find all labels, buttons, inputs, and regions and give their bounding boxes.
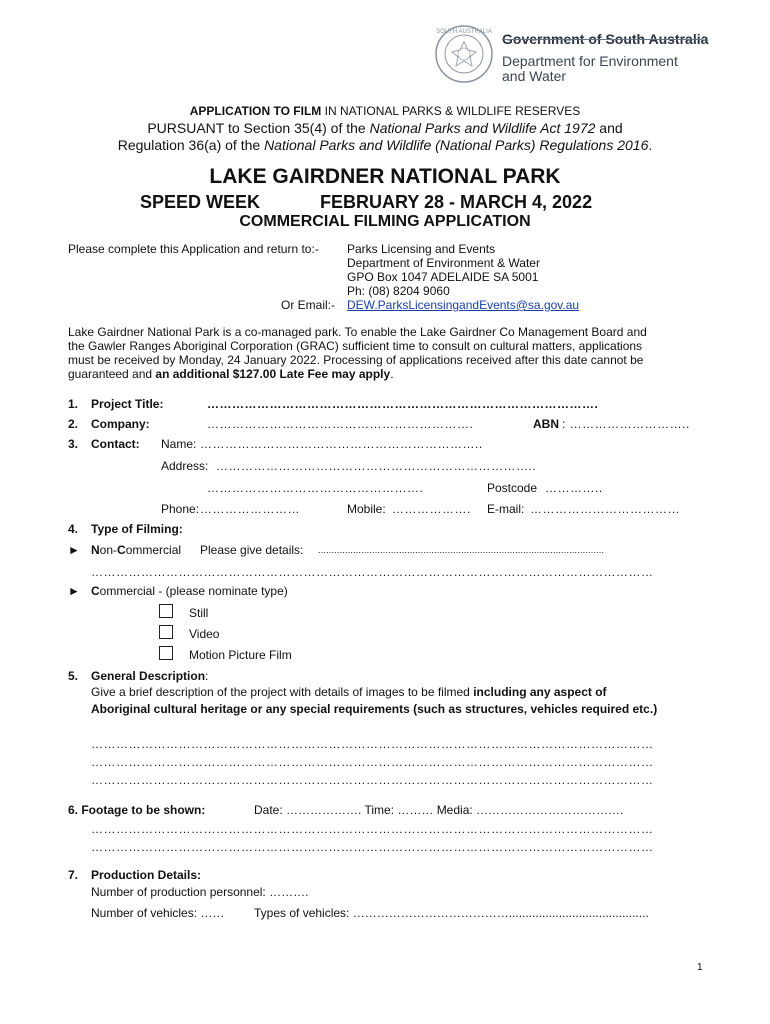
q5-instructions xyxy=(91,685,607,699)
q7-number: 7. xyxy=(68,868,79,882)
non-commercial-details-field-2[interactable]: ……………………………………………………………………………………………………………………… xyxy=(91,565,654,579)
intro-line4-a: guaranteed and xyxy=(68,367,156,381)
arrow-bullet-icon: ► xyxy=(68,584,80,598)
vehicles-count-field[interactable]: Number of vehicles: …… xyxy=(91,906,225,920)
header-line3-a: Regulation 36(a) of the xyxy=(117,137,265,153)
description-line-1[interactable]: ……………………………………………………………………………………………………………………… xyxy=(91,737,654,751)
phone-label: Phone: xyxy=(161,502,200,516)
header-title-bold: APPLICATION TO FILM xyxy=(189,104,322,118)
q1-label: Project Title: xyxy=(91,397,164,411)
footage-date-time-media-field[interactable]: Date: ………………. Time: ……… Media: ………………………………. xyxy=(254,803,624,817)
non-commercial-option[interactable] xyxy=(91,543,181,557)
return-email-link[interactable]: DEW.ParksLicensingandEvents@sa.gov.au xyxy=(347,298,580,312)
video-checkbox[interactable] xyxy=(159,625,173,639)
department-line1: Department for Environment xyxy=(502,53,678,69)
q5-text-b: including any aspect of xyxy=(473,685,607,699)
q7-label: Production Details: xyxy=(91,868,202,882)
non-commercial-details-field[interactable]: .......................................................................................................... xyxy=(318,545,605,555)
mobile-field[interactable]: ………………. xyxy=(392,502,471,516)
address-field[interactable]: ………………………………………………………………….. xyxy=(216,459,537,473)
footage-line-2[interactable]: ……………………………………………………………………………………………………………………… xyxy=(91,840,654,854)
description-line-2[interactable]: ……………………………………………………………………………………………………………………… xyxy=(91,755,654,769)
motion-picture-label: Motion Picture Film xyxy=(189,648,292,662)
video-label: Video xyxy=(189,627,220,641)
return-intro: Please complete this Application and return to:- xyxy=(68,242,319,256)
park-title: LAKE GAIRDNER NATIONAL PARK xyxy=(209,165,561,188)
q4-label: Type of Filming: xyxy=(91,522,183,536)
q3-label: Contact: xyxy=(91,437,140,451)
name-label: Name: xyxy=(161,437,197,451)
form-subtitle: COMMERCIAL FILMING APPLICATION xyxy=(239,213,531,230)
non-commercial-n: N xyxy=(91,543,100,557)
act-name: National Parks and Wildlife Act 1972 xyxy=(369,120,596,136)
return-phone: Ph: (08) 8204 9060 xyxy=(347,284,450,298)
non-commercial-details-label: Please give details: xyxy=(200,543,304,557)
company-field[interactable]: ………………………………………………………. xyxy=(207,417,474,431)
abn-field[interactable]: : ……………………….. xyxy=(562,417,690,431)
sa-seal-icon xyxy=(434,24,494,84)
intro-line3: must be received by Monday, 24 January 2022. Processing of applications received after this date cannot be xyxy=(68,353,644,367)
q2-label: Company: xyxy=(91,417,150,431)
commercial-option[interactable] xyxy=(91,584,288,598)
regulation-name: National Parks and Wildlife (National Parks) Regulations 2016 xyxy=(264,137,649,153)
postcode-label: Postcode xyxy=(487,481,538,495)
q5-text-a: Give a brief description of the project with details of images to be filmed xyxy=(91,685,474,699)
email-field[interactable]: ……………………………… xyxy=(530,502,680,516)
government-name: Government of South Australia xyxy=(502,31,709,47)
return-address-3: GPO Box 1047 ADELAIDE SA 5001 xyxy=(347,270,539,284)
event-dates: FEBRUARY 28 - MARCH 4, 2022 xyxy=(320,192,593,212)
seal-text: SOUTH AUSTRALIA xyxy=(436,29,492,35)
return-email-label: Or Email:- xyxy=(281,298,335,312)
q5-colon: : xyxy=(205,669,209,683)
logo-divider xyxy=(502,39,702,40)
mobile-label: Mobile: xyxy=(347,502,386,516)
q4-number: 4. xyxy=(68,522,79,536)
postcode-field[interactable]: ………….. xyxy=(545,481,603,495)
intro-line2: the Gawler Ranges Aboriginal Corporation (GRAC) sufficient time to consult on cultural matters, applications xyxy=(68,339,643,353)
q5-heading xyxy=(91,669,208,683)
header-line2-c: and xyxy=(595,120,623,136)
intro-line1: Lake Gairdner National Park is a co-managed park. To enable the Lake Gairdner Co Management Board and xyxy=(68,325,647,339)
vehicle-types-field[interactable]: Types of vehicles: ………………………………….......................................... xyxy=(254,906,649,920)
q1-number: 1. xyxy=(68,397,79,411)
description-line-3[interactable]: ……………………………………………………………………………………………………………………… xyxy=(91,773,654,787)
project-title-field[interactable]: …………………………………………………………………………………. xyxy=(207,397,599,411)
header-line2 xyxy=(0,120,770,136)
intro-line4 xyxy=(68,367,394,381)
header-line3-c: . xyxy=(648,137,653,153)
arrow-bullet-icon: ► xyxy=(68,543,80,557)
q2-number: 2. xyxy=(68,417,79,431)
address-field-2[interactable]: ……………………………………………. xyxy=(207,481,424,495)
header-line2-a: PURSUANT to Section 35(4) of the xyxy=(147,120,370,136)
q5-instructions-line2: Aboriginal cultural heritage or any special requirements (such as structures, vehicles required etc.) xyxy=(91,702,658,716)
abn-label: ABN xyxy=(533,417,559,431)
personnel-field[interactable]: Number of production personnel: ………. xyxy=(91,885,309,899)
page-number: 1 xyxy=(697,962,703,973)
late-fee-notice: an additional $127.00 Late Fee may apply xyxy=(155,367,391,381)
phone-field[interactable]: …………………… xyxy=(200,502,300,516)
q5-number: 5. xyxy=(68,669,79,683)
still-checkbox[interactable] xyxy=(159,604,173,618)
non-commercial-c: C xyxy=(117,543,126,557)
commercial-rest: ommercial - (please nominate type) xyxy=(99,584,288,598)
commercial-c: C xyxy=(91,584,100,598)
header-title-rest: IN NATIONAL PARKS & WILDLIFE RESERVES xyxy=(321,104,581,118)
non-commercial-rest: ommercial xyxy=(125,543,182,557)
non-commercial-on: on- xyxy=(99,543,118,557)
event-name: SPEED WEEK xyxy=(140,192,261,212)
return-address-1: Parks Licensing and Events xyxy=(347,242,496,256)
header-line3 xyxy=(0,137,770,153)
department-line2: and Water xyxy=(502,68,567,84)
still-label: Still xyxy=(189,606,209,620)
intro-line4-c: . xyxy=(390,367,394,381)
header-line1 xyxy=(0,104,770,118)
return-address-2: Department of Environment & Water xyxy=(347,256,540,270)
email-label: E-mail: xyxy=(487,502,525,516)
q6-label: 6. Footage to be shown: xyxy=(68,803,206,817)
name-field[interactable]: ………………………………………………………….. xyxy=(200,437,483,451)
q5-label: General Description xyxy=(91,669,206,683)
q3-number: 3. xyxy=(68,437,79,451)
address-label: Address: xyxy=(161,459,209,473)
footage-line-1[interactable]: ……………………………………………………………………………………………………………………… xyxy=(91,822,654,836)
motion-picture-checkbox[interactable] xyxy=(159,646,173,660)
